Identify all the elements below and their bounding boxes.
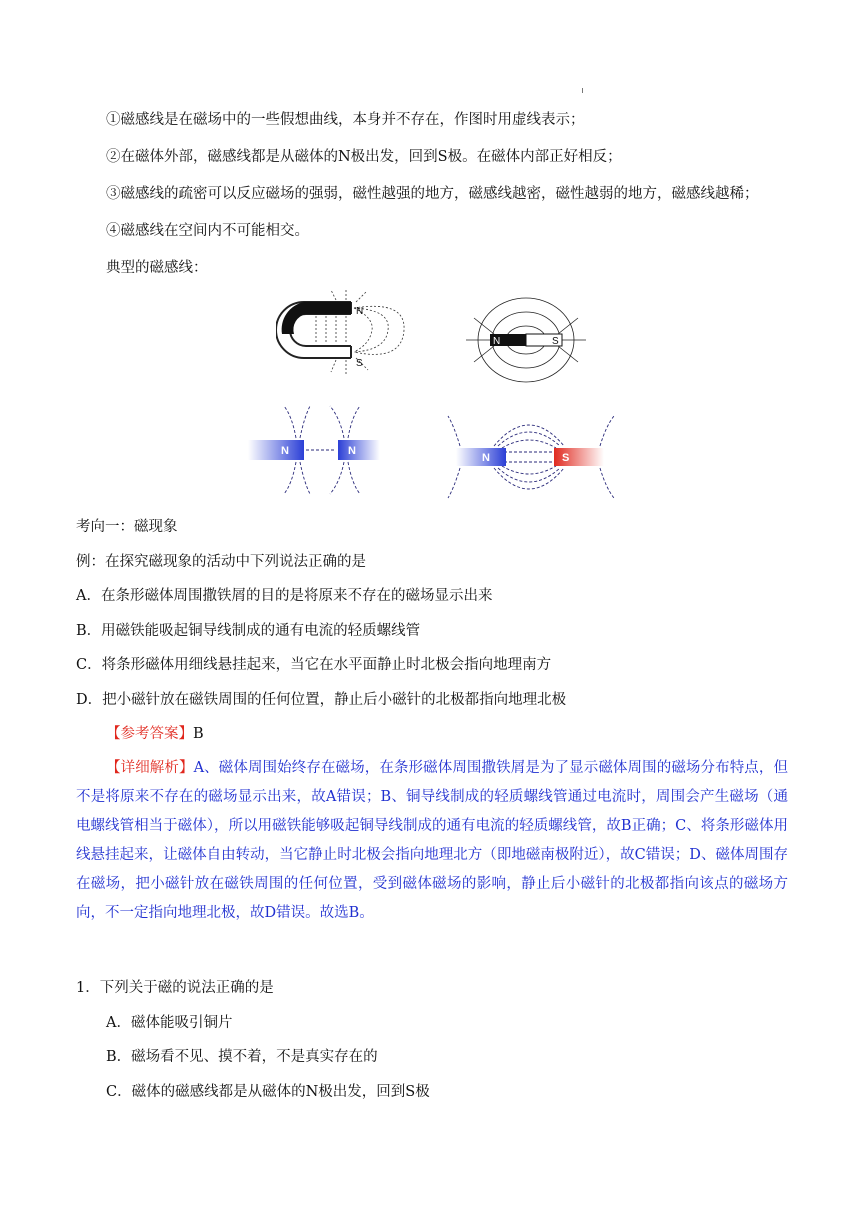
point-1: ①磁感线是在磁场中的一些假想曲线，本身并不存在，作图时用虚线表示；: [106, 112, 585, 128]
horseshoe-s-label: S: [356, 358, 363, 369]
repelling-magnets-figure: [248, 402, 388, 498]
example-option-a: A．在条形磁体周围撒铁屑的目的是将原来不存在的磁场显示出来: [76, 588, 493, 604]
question1-stem: 1．下列关于磁的说法正确的是: [76, 980, 274, 996]
example-option-b: B．用磁铁能吸起铜导线制成的通有电流的轻质螺线管: [76, 623, 421, 639]
example-stem: 例：在探究磁现象的活动中下列说法正确的是: [76, 554, 366, 570]
typical-label: 典型的磁感线：: [106, 260, 208, 276]
horseshoe-magnet-figure: [276, 290, 416, 400]
repel-right-n-label: N: [348, 445, 356, 457]
answer-line: [106, 724, 204, 744]
attract-n-label: N: [482, 452, 490, 464]
analysis-paragraph: [76, 754, 788, 928]
analysis-label: 【详细解析】: [106, 760, 194, 776]
section-title: 考向一：磁现象: [76, 519, 178, 535]
bar-s-label: S: [552, 336, 559, 347]
bar-magnet-figure: [466, 288, 586, 392]
question1-option-c: C．磁体的磁感线都是从磁体的N极出发，回到S极: [106, 1084, 430, 1100]
repel-left-n-label: N: [281, 445, 289, 457]
attracting-magnets-figure: [446, 406, 616, 506]
point-3: ③磁感线的疏密可以反应磁场的强弱，磁性越强的地方，磁感线越密，磁性越弱的地方，磁感线越稀；: [106, 186, 759, 202]
horseshoe-n-label: N: [356, 306, 364, 317]
example-option-d: D．把小磁针放在磁铁周围的任何位置，静止后小磁针的北极都指向地理北极: [76, 692, 567, 708]
question1-option-b: B．磁场看不见、摸不着，不是真实存在的: [106, 1049, 378, 1065]
point-2: ②在磁体外部，磁感线都是从磁体的N极出发，回到S极。在磁体内部正好相反；: [106, 149, 622, 165]
attract-s-label: S: [562, 452, 570, 464]
answer-label: 【参考答案】: [106, 726, 193, 742]
bar-n-label: N: [493, 336, 501, 347]
answer-value: B: [193, 726, 204, 742]
question1-option-a: A．磁体能吸引铜片: [106, 1015, 233, 1031]
example-option-c: C．将条形磁体用细线悬挂起来，当它在水平面静止时北极会指向地理南方: [76, 657, 552, 673]
header-mark: [582, 88, 583, 93]
analysis-text: A、磁体周围始终存在磁场，在条形磁体周围撒铁屑是为了显示磁体周围的磁场分布特点，但不是将原来不存在的磁场显示出来，故A错误；B、铜导线制成的轻质螺线管通过电流时，周围会产生磁场（通电螺线管相当于磁体），所以用磁铁能够吸起铜导线制成的通有电流的轻质螺线管，故B正确；C、将条形磁体用线悬挂起来，让磁体自由转动，当它静止时北极会指向地理北方（即地磁南极附近），故C错误；D、磁体周围存在磁场，把小磁针放在磁铁周围的任何位置，受到磁体磁场的影响，静止后小磁针的北极都指向该点的磁场方向，不一定指向地理北极，故D错误。故选B。: [76, 760, 789, 921]
point-4: ④磁感线在空间内不可能相交。: [106, 223, 309, 239]
